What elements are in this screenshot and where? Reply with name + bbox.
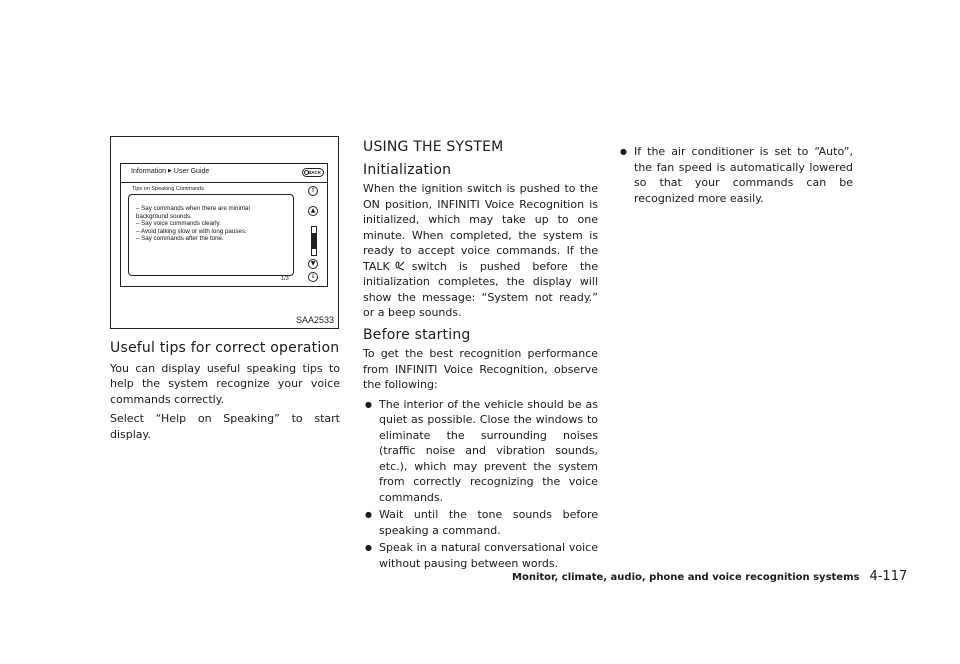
bullet-text: If the air conditioner is set to “Auto”, the fan speed is automatically lowered so that your commands can be recognized more easily.: [634, 145, 853, 205]
using-system-heading: USING THE SYSTEM: [363, 139, 504, 155]
bullet-icon: ●: [365, 399, 372, 409]
middle-column: [363, 140, 598, 573]
back-label: BACK: [308, 170, 321, 175]
before-starting-heading: Before starting: [363, 326, 471, 343]
footer-section-title: Monitor, climate, audio, phone and voice recognition systems: [512, 572, 860, 583]
initialization-heading: Initialization: [363, 161, 452, 178]
useful-tips-heading: Useful tips for correct operation: [110, 340, 340, 356]
breadcrumb: [131, 168, 209, 175]
breadcrumb-arrow-icon: ▶: [168, 168, 172, 174]
talk-switch-icon: [394, 260, 406, 272]
breadcrumb-information: Information: [131, 168, 167, 175]
initialization-text-1: When the ignition switch is pushed to the ON position, INFINITI Voice Recognition is initialized, which may take up to one minute. When completed, the system is ready to accept voice commands. If the TALK: [363, 182, 598, 273]
figure-illustration: [110, 136, 339, 329]
page-footer: [512, 565, 907, 584]
scroll-top-icon: ⇑: [308, 186, 318, 196]
list-item: [618, 144, 853, 206]
list-item: [363, 397, 598, 506]
select-help-paragraph: Select “Help on Speaking” to start display.: [110, 412, 340, 441]
tips-line: background sounds.: [136, 212, 192, 220]
bullet-icon: ●: [620, 147, 627, 156]
screen-header: [121, 164, 327, 183]
useful-tips-paragraph: You can display useful speaking tips to help the system recognize your voice commands correctly.: [110, 361, 340, 406]
scrollbar-thumb: [312, 233, 316, 249]
tips-line: – Say commands when there are minimal: [136, 205, 250, 212]
scrollbar: [311, 226, 317, 256]
bullet-icon: ●: [365, 543, 372, 552]
left-column: [110, 341, 340, 446]
bullet-text: Speak in a natural conversational voice without pausing between words.: [379, 541, 598, 570]
breadcrumb-user-guide: User Guide: [173, 168, 210, 175]
before-starting-paragraph: To get the best recognition performance from INFINITI Voice Recognition, observe the following:: [363, 347, 598, 391]
list-item: [363, 507, 598, 538]
tips-lines: [136, 205, 250, 243]
page-indicator: 1/3: [281, 276, 289, 282]
display-screen: [120, 163, 328, 287]
bullet-text: Wait until the tone sounds before speaking a command.: [379, 508, 598, 537]
tips-message-panel: [128, 194, 294, 276]
tips-subheading: Tips on Speaking Commands: [132, 186, 204, 192]
figure-code: SAA2533: [295, 315, 334, 325]
initialization-text-2: switch is pushed before the initialization completes, the display will show the message: “System not ready.” or a beep sounds.: [363, 259, 598, 319]
back-icon: [304, 170, 309, 175]
page-number: 4-117: [869, 569, 908, 584]
scroll-up-icon: ▲: [308, 206, 318, 216]
back-button: [302, 168, 324, 177]
initialization-paragraph: [363, 181, 598, 321]
right-column: [618, 144, 853, 208]
scroll-bottom-icon: ⇓: [308, 272, 318, 282]
bullet-icon: ●: [365, 510, 372, 519]
bullet-text: The interior of the vehicle should be as quiet as possible. Close the windows to eliminate the surrounding noises (traffic noise and vibration sounds, etc.), which may prevent the system from correctly recognizing the voice commands.: [379, 397, 598, 504]
scroll-down-icon: ▼: [308, 259, 318, 269]
tips-line: – Say commands after the tone.: [136, 235, 224, 243]
tips-line: – Avoid talking slow or with long pauses.: [136, 227, 247, 235]
tips-line: – Say voice commands clearly.: [136, 220, 221, 228]
